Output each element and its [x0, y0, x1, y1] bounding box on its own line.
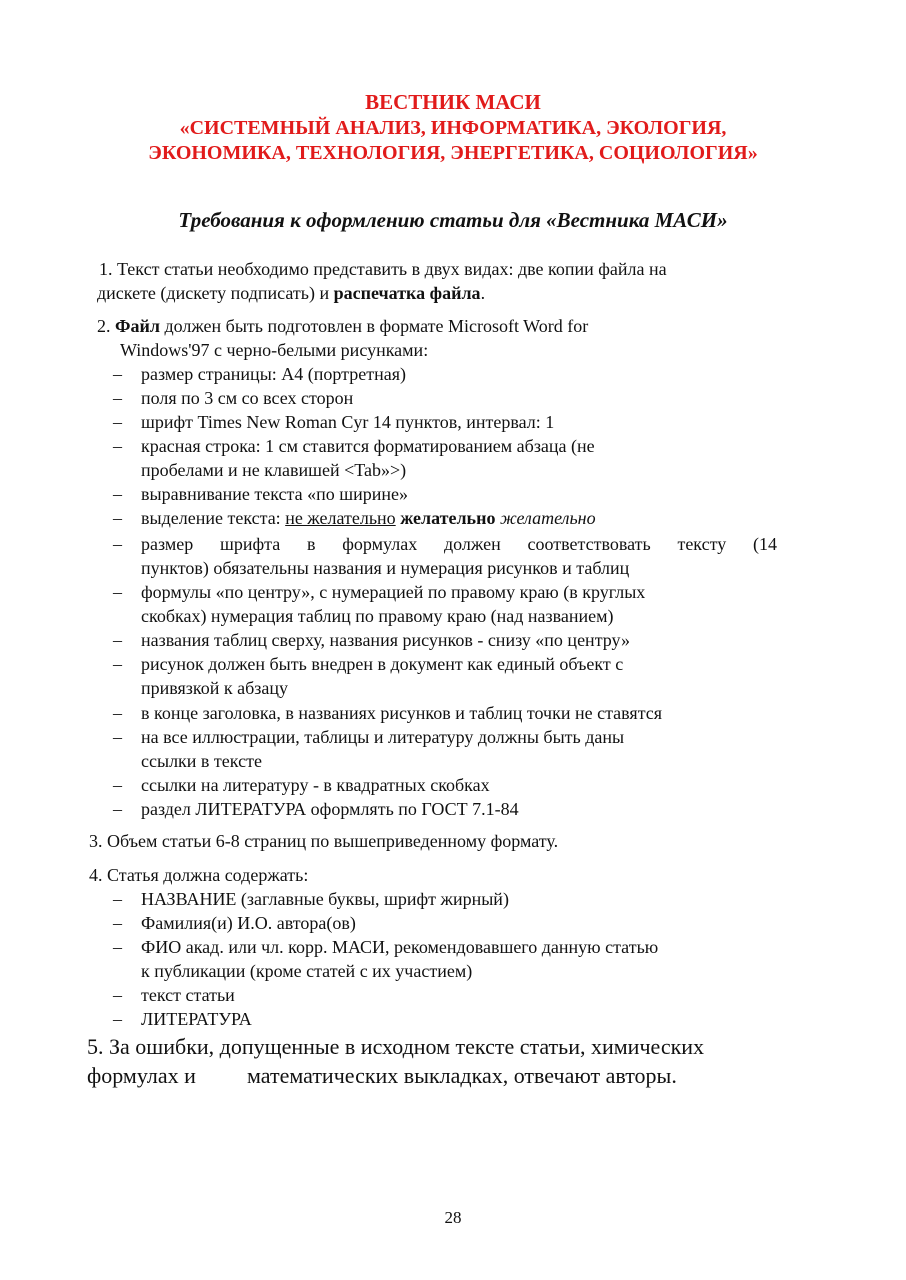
justified-word: должен — [444, 534, 501, 554]
bullet-dash: – — [113, 913, 122, 933]
justified-word: формулах — [342, 534, 418, 554]
bullet-dash: – — [113, 582, 122, 602]
bullet-dash: – — [113, 364, 122, 384]
list-item: текст статьи — [141, 985, 235, 1005]
underlined-text: не желательно — [285, 508, 396, 528]
bullet-dash: – — [113, 630, 122, 650]
bullet-dash: – — [113, 508, 122, 528]
list-item: красная строка: 1 см ставится форматированием абзаца (не — [141, 436, 595, 456]
list-item: формулы «по центру», с нумерацией по правому краю (в круглых — [141, 582, 646, 602]
item-1-line-2: дискете (дискету подписать) и распечатка файла. — [97, 283, 486, 303]
list-item: Фамилия(и) И.О. автора(ов) — [141, 913, 356, 933]
list-item: в конце заголовка, в названиях рисунков и таблиц точки не ставятся — [141, 703, 663, 723]
bullet-dash: – — [113, 775, 122, 795]
bullet-dash: – — [113, 1009, 122, 1029]
bold-text: распечатка файла — [333, 283, 481, 303]
item-2-line-2: Windows'97 с черно-белыми рисунками: — [120, 340, 429, 360]
bullet-dash: – — [113, 388, 122, 408]
bullet-dash: – — [113, 484, 122, 504]
list-item: шрифт Times New Roman Cyr 14 пунктов, интервал: 1 — [141, 412, 555, 432]
page-number: 28 — [444, 1208, 462, 1227]
bullet-dash: – — [113, 534, 122, 554]
justified-word: тексту — [677, 534, 727, 554]
list-item: названия таблиц сверху, названия рисунков - снизу «по центру» — [141, 630, 630, 650]
list-item-continuation: ссылки в тексте — [141, 751, 262, 771]
list-item: поля по 3 см со всех сторон — [141, 388, 354, 408]
list-item-continuation: привязкой к абзацу — [141, 678, 289, 698]
item-5-line-1: 5. За ошибки, допущенные в исходном тексте статьи, химических — [87, 1034, 705, 1059]
list-item: размер страницы: А4 (портретная) — [141, 364, 407, 384]
item-5-line-2a: формулах и — [87, 1063, 196, 1088]
list-item: на все иллюстрации, таблицы и литературу должны быть даны — [141, 727, 625, 747]
bold-text: Файл — [115, 316, 160, 336]
list-item-continuation: пробелами и не клавишей <Tab»>) — [141, 460, 407, 480]
list-item: ссылки на литературу - в квадратных скобках — [141, 775, 490, 795]
italic-text: желательно — [499, 508, 596, 528]
justified-word: шрифта — [220, 534, 281, 554]
bullet-dash: – — [113, 985, 122, 1005]
journal-subtitle-line-2: ЭКОНОМИКА, ТЕХНОЛОГИЯ, ЭНЕРГЕТИКА, СОЦИОЛОГИЯ» — [148, 142, 758, 164]
justified-word: (14 — [753, 534, 777, 554]
justified-word: соответствовать — [527, 534, 651, 554]
list-item: выделение текста: не желательно желательно желательно — [141, 508, 596, 528]
list-item-justified — [141, 533, 777, 555]
journal-title: ВЕСТНИК МАСИ — [365, 90, 541, 114]
list-item: выравнивание текста «по ширине» — [141, 484, 408, 504]
bullet-dash: – — [113, 412, 122, 432]
list-item: рисунок должен быть внедрен в документ как единый объект с — [141, 654, 624, 674]
section-title: Требования к оформлению статьи для «Вестника МАСИ» — [178, 208, 728, 232]
item-1-line-1: 1. Текст статьи необходимо представить в двух видах: две копии файла на — [99, 259, 667, 279]
bullet-dash: – — [113, 654, 122, 674]
journal-subtitle-line-1: «СИСТЕМНЫЙ АНАЛИЗ, ИНФОРМАТИКА, ЭКОЛОГИЯ, — [179, 117, 727, 139]
list-item-continuation: пунктов) обязательны названия и нумерация рисунков и таблиц — [141, 558, 630, 578]
item-5-line-2b: математических выкладках, отвечают авторы. — [247, 1063, 677, 1088]
item-2-line-1: 2. Файл должен быть подготовлен в формате Microsoft Word for — [97, 316, 589, 336]
bullet-dash: – — [113, 727, 122, 747]
bullet-dash: – — [113, 799, 122, 819]
list-item: ЛИТЕРАТУРА — [141, 1009, 252, 1029]
list-item: НАЗВАНИЕ (заглавные буквы, шрифт жирный) — [141, 889, 509, 909]
item-3: 3. Объем статьи 6-8 страниц по вышеприведенному формату. — [89, 831, 559, 851]
list-item: ФИО акад. или чл. корр. МАСИ, рекомендовавшего данную статью — [141, 937, 659, 957]
list-item-continuation: к публикации (кроме статей с их участием) — [141, 961, 473, 981]
justified-word: в — [307, 534, 316, 554]
bullet-dash: – — [113, 937, 122, 957]
bold-text: желательно — [400, 508, 496, 528]
justified-word: размер — [141, 534, 194, 554]
bullet-dash: – — [113, 703, 122, 723]
bullet-dash: – — [113, 889, 122, 909]
item-4-heading: 4. Статья должна содержать: — [89, 865, 309, 885]
bullet-dash: – — [113, 436, 122, 456]
list-item-continuation: скобках) нумерация таблиц по правому краю (над названием) — [141, 606, 614, 626]
list-item: раздел ЛИТЕРАТУРА оформлять по ГОСТ 7.1-84 — [141, 799, 519, 819]
